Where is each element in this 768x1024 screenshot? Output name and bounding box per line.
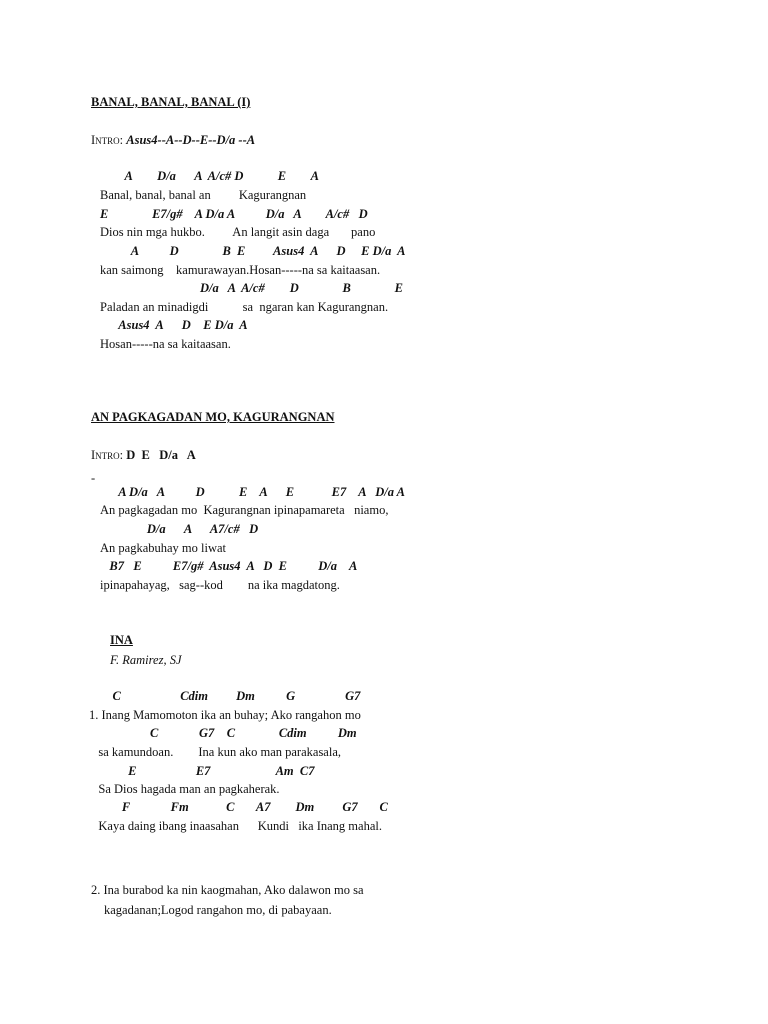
verse-2-line: 2. Ina burabod ka nin kaogmahan, Ako dalawon mo sa (91, 883, 364, 897)
verse-2-line: kagadanan;Logod rangahon mo, di pabayaan. (104, 903, 332, 917)
chord-line: F Fm C A7 Dm G7 C (100, 800, 388, 814)
song-title-ina: INA (110, 633, 133, 647)
song-title-banal: BANAL, BANAL, BANAL (I) (91, 95, 251, 109)
chord-line: D/a A A7/c# D (100, 522, 259, 536)
chord-line: B7 E E7/g# Asus4 A D E D/a A (100, 559, 358, 573)
chord-line: Asus4 A D E D/a A (100, 318, 248, 332)
song-author: F. Ramirez, SJ (110, 653, 182, 667)
intro-label: Intro: (91, 448, 124, 462)
lyric-line: Sa Dios hagada man an pagkaherak. (89, 782, 280, 796)
lyric-line: Paladan an minadigdi sa ngaran kan Kagurangnan. (100, 300, 389, 314)
intro-chords: D E D/a A (126, 448, 196, 462)
chord-line: D/a A A/c# D B E (100, 281, 403, 295)
chord-line: C Cdim Dm G G7 (100, 689, 361, 703)
lyric-line: Dios nin mga hukbo. An langit asin daga pano (100, 225, 376, 239)
intro-line-pagkagadan (91, 447, 196, 463)
lyric-line: Hosan-----na sa kaitaasan. (100, 337, 231, 351)
song-title-pagkagadan: AN PAGKAGADAN MO, KAGURANGNAN (91, 410, 335, 424)
lyric-line: Kaya daing ibang inaasahan Kundi ika Inang mahal. (89, 819, 382, 833)
lyric-line: An pagkabuhay mo liwat (100, 541, 227, 555)
lyric-line: ipinapahayag, sag--kod na ika magdatong. (100, 578, 340, 592)
chord-line: A D B E Asus4 A D E D/a A (100, 244, 406, 258)
stray-mark: - (91, 471, 96, 485)
lyric-line: 1. Inang Mamomoton ika an buhay; Ako rangahon mo (89, 708, 361, 722)
chord-line: E E7 Am C7 (100, 764, 315, 778)
chord-line: E E7/g# A D/a A D/a A A/c# D (100, 207, 368, 221)
intro-label: Intro: (91, 133, 124, 147)
lyric-line: sa kamundoan. Ina kun ako man parakasala, (89, 745, 342, 759)
lyric-line: Banal, banal, banal an Kagurangnan (100, 188, 307, 202)
intro-line-banal (91, 132, 255, 148)
chord-line: A D/a A A/c# D E A (100, 169, 320, 183)
chord-line: A D/a A D E A E E7 A D/a A (100, 485, 406, 499)
intro-chords: Asus4--A--D--E--D/a --A (126, 133, 256, 147)
lyric-line: kan saimong kamurawayan.Hosan-----na sa kaitaasan. (100, 263, 381, 277)
chord-line: C G7 C Cdim Dm (100, 726, 357, 740)
lyric-line: An pagkagadan mo Kagurangnan ipinapamareta niamo, (100, 503, 389, 517)
